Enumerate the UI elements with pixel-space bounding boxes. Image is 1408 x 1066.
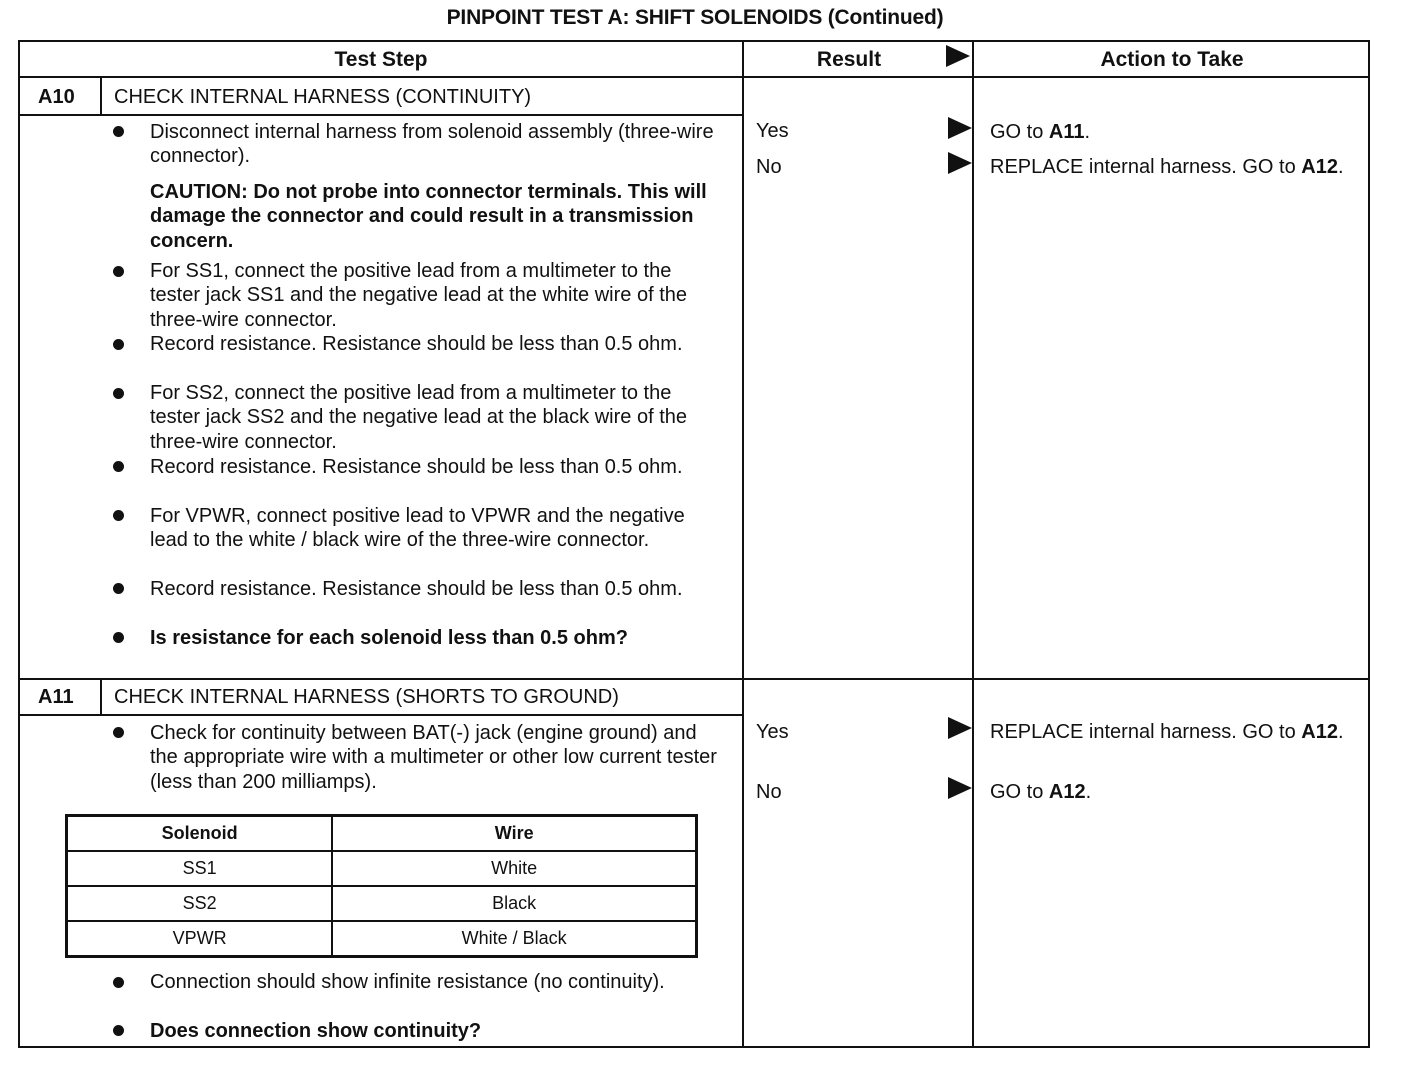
a11-question: Does connection show continuity? — [150, 1020, 482, 1042]
action-text: REPLACE internal harness. GO to — [990, 156, 1302, 178]
cell-wire: White / Black — [332, 921, 696, 957]
step-heading-a11: CHECK INTERNAL HARNESS (SHORTS TO GROUND) — [114, 686, 619, 708]
action-suffix: . — [1085, 781, 1092, 803]
a11-result-no: No — [756, 781, 782, 803]
a11-action-yes — [990, 720, 1360, 744]
header-arrow-icon — [946, 45, 970, 67]
step-id-a11: A11 — [38, 686, 74, 708]
bullet-icon — [113, 461, 124, 472]
table-row — [67, 921, 697, 957]
result-column-divider — [742, 40, 744, 1048]
a10-question: Is resistance for each solenoid less than 0.5 ohm? — [150, 627, 628, 649]
a10-result-yes: Yes — [756, 120, 789, 142]
col-wire: Wire — [332, 816, 696, 852]
table-row — [67, 851, 697, 886]
bullet-icon — [113, 1025, 124, 1036]
result-arrow-icon — [948, 117, 972, 139]
a10-bullet-7: Record resistance. Resistance should be less than 0.5 ohm. — [150, 578, 683, 600]
bullet-icon — [113, 583, 124, 594]
a10-bullet-3: Record resistance. Resistance should be less than 0.5 ohm. — [150, 333, 683, 355]
a10-id-divider — [100, 78, 102, 116]
result-arrow-icon — [948, 777, 972, 799]
step-heading-a10: CHECK INTERNAL HARNESS (CONTINUITY) — [114, 86, 532, 108]
bullet-icon — [113, 339, 124, 350]
step-id-a10: A10 — [38, 86, 75, 108]
bullet-icon — [113, 632, 124, 643]
a10-action-no — [990, 155, 1360, 179]
a10-caution: CAUTION: Do not probe into connector terminals. This will damage the connector and could result in a transmission concern. — [150, 181, 707, 252]
cell-wire: Black — [332, 886, 696, 921]
header-result: Result — [816, 48, 882, 71]
a10-bullet-5: Record resistance. Resistance should be less than 0.5 ohm. — [150, 456, 683, 478]
action-ref: A11 — [1048, 121, 1085, 143]
action-text: REPLACE internal harness. GO to — [990, 721, 1302, 743]
action-suffix: . — [1337, 156, 1344, 178]
action-ref: A12 — [1301, 156, 1338, 178]
action-suffix: . — [1337, 721, 1344, 743]
a10-result-no: No — [756, 156, 782, 178]
bullet-icon — [113, 126, 124, 137]
header-divider — [18, 76, 1370, 78]
bullet-icon — [113, 388, 124, 399]
a10-bullet-2: For SS1, connect the positive lead from a multimeter to the tester jack SS1 and the negative lead at the white wire of the three-wire connector. — [150, 260, 687, 331]
action-text: GO to — [990, 121, 1049, 143]
action-ref: A12 — [1048, 781, 1086, 803]
bullet-icon — [113, 266, 124, 277]
a11-bullet-2: Connection should show infinite resistance (no continuity). — [150, 971, 665, 993]
table-row — [67, 886, 697, 921]
result-arrow-icon — [948, 152, 972, 174]
cell-solenoid: SS2 — [67, 886, 333, 921]
a10-bullet-4: For SS2, connect the positive lead from a multimeter to the tester jack SS2 and the negative lead at the black wire of the three-wire connector. — [150, 382, 687, 453]
a10-bullet-6: For VPWR, connect positive lead to VPWR and the negative lead to the white / black wire of the three-wire connector. — [150, 505, 685, 552]
a11-action-no — [990, 780, 1360, 804]
bullet-icon — [113, 727, 124, 738]
solenoid-wire-table — [65, 814, 698, 958]
action-ref: A12 — [1301, 721, 1338, 743]
step-divider — [18, 678, 1370, 680]
action-text: GO to — [990, 781, 1049, 803]
result-arrow-icon — [948, 717, 972, 739]
action-suffix: . — [1084, 121, 1091, 143]
page-title: PINPOINT TEST A: SHIFT SOLENOIDS (Continued) — [446, 6, 944, 29]
a11-bullet-1: Check for continuity between BAT(-) jack (engine ground) and the appropriate wire with a multimeter or other low current tester (less than 200 milliamps). — [150, 722, 717, 793]
a11-heading-divider — [18, 714, 744, 716]
a10-bullet-1: Disconnect internal harness from solenoid assembly (three-wire connector). — [150, 121, 714, 168]
a10-action-yes — [990, 120, 1360, 144]
cell-solenoid: VPWR — [67, 921, 333, 957]
a11-result-yes: Yes — [756, 721, 789, 743]
header-action: Action to Take — [1100, 48, 1244, 71]
action-column-divider — [972, 40, 974, 1048]
a10-heading-divider — [18, 114, 744, 116]
col-solenoid: Solenoid — [67, 816, 333, 852]
cell-solenoid: SS1 — [67, 851, 333, 886]
header-test-step: Test Step — [334, 48, 428, 71]
bullet-icon — [113, 510, 124, 521]
a11-id-divider — [100, 680, 102, 716]
bullet-icon — [113, 977, 124, 988]
cell-wire: White — [332, 851, 696, 886]
